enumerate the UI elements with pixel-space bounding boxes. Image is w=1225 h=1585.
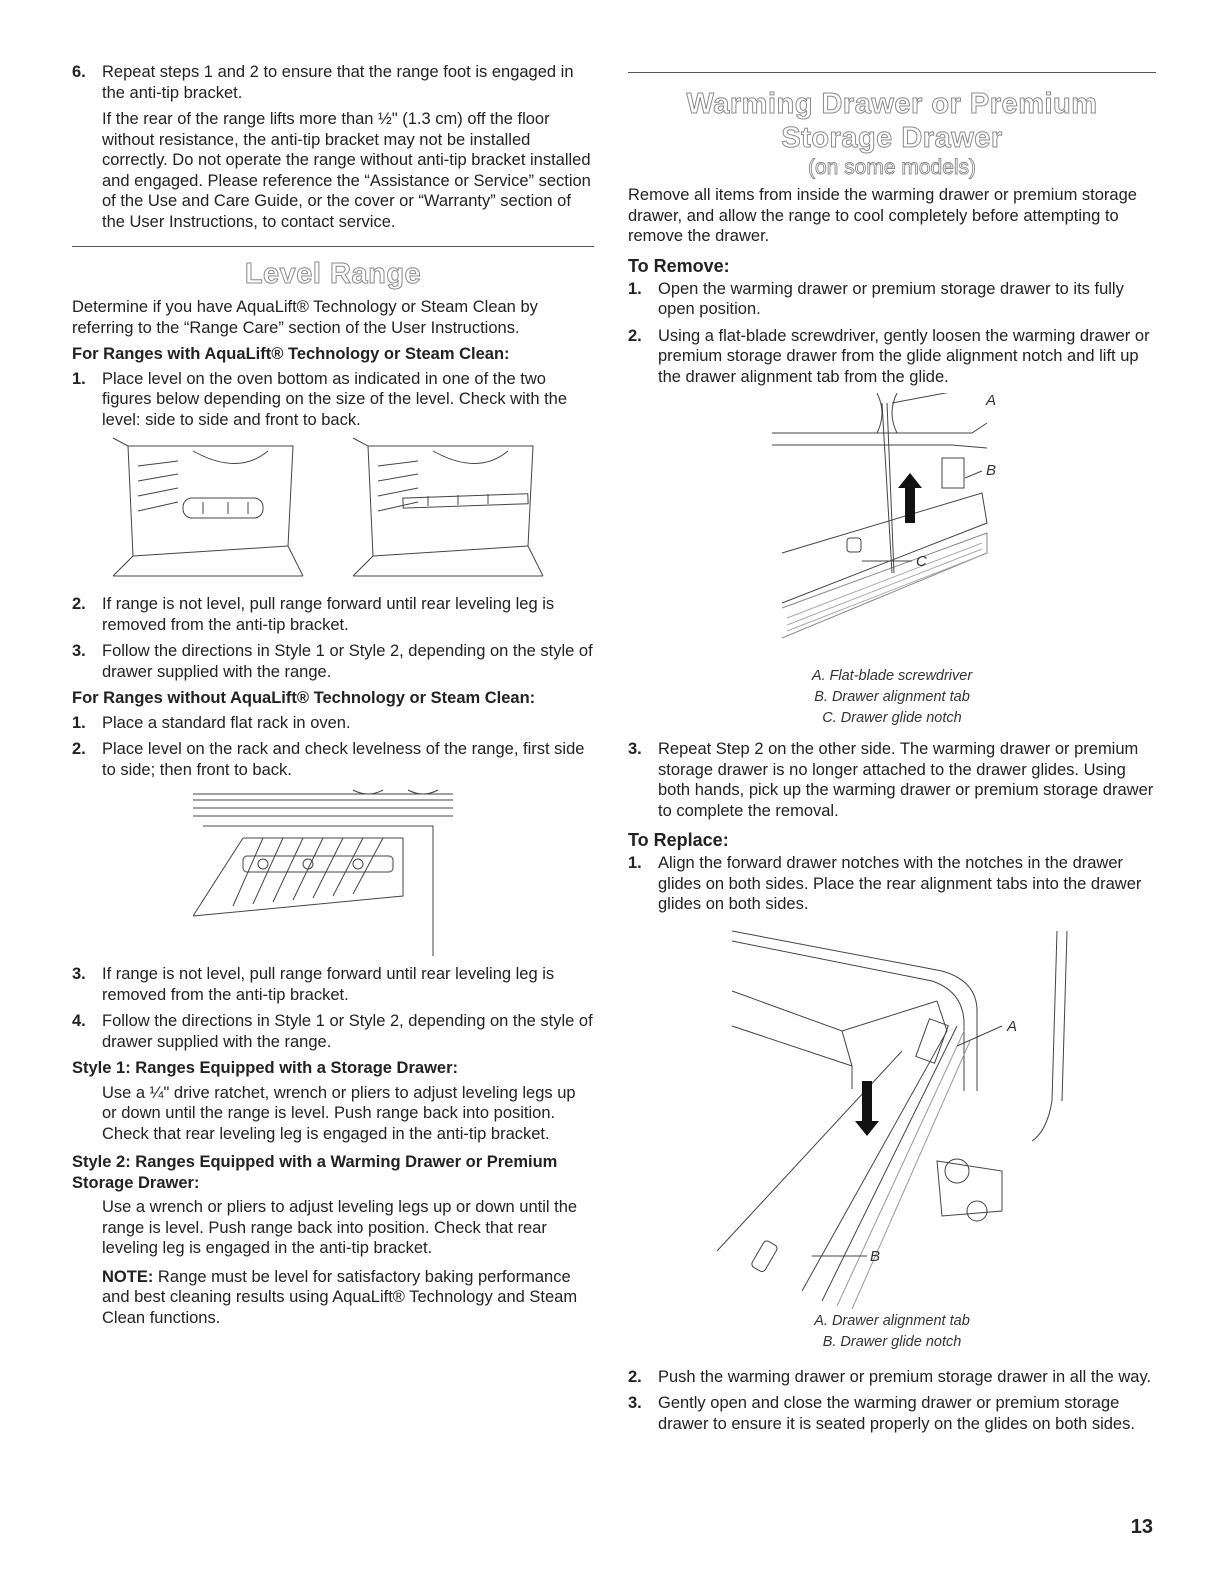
list-item (72, 62, 594, 103)
step-number: 3. (72, 642, 86, 660)
step-number: 2. (628, 1367, 642, 1386)
down-arrow-icon (855, 1081, 879, 1136)
step-text: Open the warming drawer or premium storage drawer to its fully open position. (658, 279, 1124, 318)
label-a: A (986, 393, 997, 409)
step-text: Push the warming drawer or premium storage drawer in all the way. (658, 1367, 1152, 1386)
label-b: B (870, 1247, 881, 1265)
drawer-intro: Remove all items from inside the warming drawer or premium storage drawer, and allow the range to cool completely before attempting to remove the drawer. (628, 186, 1137, 245)
step-text: If range is not level, pull range forward until rear leveling leg is removed from the anti-tip bracket. (102, 965, 555, 1004)
section-divider (72, 246, 594, 247)
figure-caption: B. Drawer alignment tab (814, 689, 970, 705)
remove-heading: To Remove: (628, 255, 730, 276)
without-aqualift-heading: For Ranges without AquaLift® Technology or Steam Clean: (72, 689, 536, 707)
label-b: B (986, 462, 997, 479)
step-text: Place level on the rack and check levelness of the range, first side to side; then front to back. (102, 740, 585, 779)
oven-level-figure (108, 436, 558, 584)
right-column (628, 62, 1156, 1440)
figure-caption: A. Flat-blade screwdriver (811, 668, 973, 684)
step-text: Follow the directions in Style 1 or Style 2, depending on the style of drawer supplied with the range. (102, 642, 593, 681)
step-text: Follow the directions in Style 1 or Style 2, depending on the style of drawer supplied with the range. (102, 1012, 593, 1051)
left-column (72, 62, 594, 1336)
step-text: Using a flat-blade screwdriver, gently loosen the warming drawer or premium storage drawer from the glide alignment notch and lift up the drawer alignment tab from the glide. (658, 326, 1150, 386)
list-item (72, 369, 594, 431)
step-number: 1. (72, 369, 86, 388)
level-intro: Determine if you have AquaLift® Technology or Steam Clean by referring to the “Range Care” section of the User Instructions. (72, 298, 538, 337)
step-number: 3. (628, 740, 642, 758)
section-title: Warming Drawer or Premium Storage Drawer (686, 88, 1098, 154)
step-text: Align the forward drawer notches with the notches in the drawer glides on both sides. Place the rear alignment tabs into the drawer glides on both sides. (658, 854, 1142, 913)
step-text: Place level on the oven bottom as indicated in one of the two figures below depending on the size of the level. Check with the level: side to side and front to back. (102, 369, 568, 429)
label-c: C (916, 553, 927, 570)
oven-figure-1 (113, 438, 303, 576)
list-item (72, 713, 594, 734)
step-text: Gently open and close the warming drawer or premium storage drawer to ensure it is seated properly on the glides on both sides. (658, 1394, 1135, 1433)
step-number: 1. (628, 279, 642, 298)
step-text: Repeat steps 1 and 2 to ensure that the range foot is engaged in the anti-tip bracket. (102, 63, 574, 102)
style1-heading: Style 1: Ranges Equipped with a Storage Drawer: (72, 1059, 459, 1077)
step-number: 1. (72, 713, 86, 732)
note-text: Range must be level for satisfactory baking performance and best cleaning results using AquaLift® Technology and Steam Clean functions. (102, 1267, 578, 1327)
page-number: 13 (1130, 1516, 1153, 1538)
step-number: 2. (72, 740, 86, 758)
style1-text: Use a ¼" drive ratchet, wrench or pliers to adjust leveling legs up or down until the range is level. Push range back into position. Check that rear leveling leg is engaged in the anti-tip bracket. (102, 1083, 576, 1143)
step-number: 2. (628, 326, 642, 345)
list-item (72, 641, 594, 682)
list-item (628, 739, 1156, 821)
style2-heading: Style 2: Ranges Equipped with a Warming Drawer or Premium Storage Drawer: (72, 1153, 558, 1192)
drawer-replace-figure (702, 921, 1082, 1311)
section-divider (628, 72, 1156, 73)
list-item (72, 964, 594, 1005)
replace-heading: To Replace: (628, 830, 729, 850)
figure-caption: C. Drawer glide notch (822, 710, 962, 726)
step-number: 6. (72, 63, 86, 81)
list-item (72, 594, 594, 635)
label-a: A (1007, 1017, 1018, 1035)
list-item (628, 1393, 1156, 1434)
step-number: 3. (628, 1394, 642, 1412)
oven-figure-2 (353, 438, 543, 576)
step-number: 4. (72, 1012, 86, 1030)
note (102, 1267, 594, 1329)
list-item (72, 1011, 594, 1052)
with-aqualift-heading: For Ranges with AquaLift® Technology or Steam Clean: (72, 345, 510, 363)
step-number: 1. (628, 854, 642, 872)
section-subtitle: (on some models) (807, 156, 977, 179)
step-text: Repeat Step 2 on the other side. The warming drawer or premium storage drawer is no longer attached to the drawer glides. Using both hands, pick up the warming drawer or premium storage drawer to complete the removal. (658, 740, 1154, 820)
up-arrow-icon (898, 473, 922, 523)
list-item (628, 853, 1156, 915)
step-number: 3. (72, 965, 86, 983)
step-text: If range is not level, pull range forward until rear leveling leg is removed from the anti-tip bracket. (102, 595, 555, 634)
section-title: Level Range (244, 258, 422, 290)
list-item (628, 279, 1156, 320)
figure-caption: B. Drawer glide notch (822, 1333, 962, 1350)
figure-caption: A. Drawer alignment tab (814, 1312, 970, 1329)
drawer-remove-figure (772, 393, 1012, 648)
note-label: NOTE: (102, 1267, 154, 1286)
list-item (72, 739, 594, 780)
list-item (628, 326, 1156, 388)
step-detail: If the rear of the range lifts more than ½" (1.3 cm) off the floor without resistance, the anti-tip bracket may not be installed correctly. Do not operate the range without anti-tip bracket installed and engaged. Please reference the “Assistance or Service” section of the Use and Care Guide, or the cover or “Warranty” section of the User Instructions, to contact service. (102, 110, 591, 231)
step-number: 2. (72, 595, 86, 613)
rack-level-figure (193, 786, 473, 956)
list-item (628, 1367, 1156, 1388)
style2-text: Use a wrench or pliers to adjust leveling legs up or down until the range is level. Push range back into position. Check that rear leveling leg is engaged in the anti-tip bracket. (102, 1198, 578, 1257)
step-text: Place a standard flat rack in oven. (102, 713, 351, 732)
